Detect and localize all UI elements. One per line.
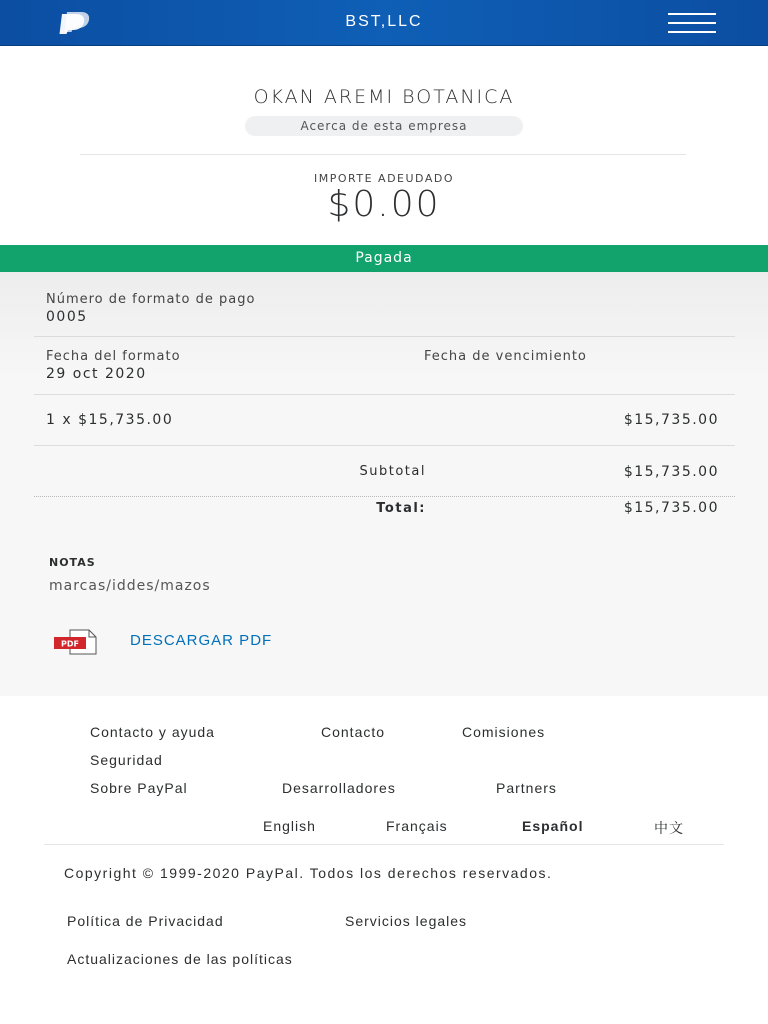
invoice-details <box>0 272 768 696</box>
subtotal-label: Subtotal <box>359 464 426 479</box>
line-item-amount: $15,735.00 <box>623 412 719 428</box>
footer-link-legal[interactable]: Servicios legales <box>345 913 468 929</box>
language-french[interactable]: Français <box>386 818 448 834</box>
footer-link-security[interactable]: Seguridad <box>90 752 163 768</box>
about-business-button[interactable]: Acerca de esta empresa <box>245 116 523 136</box>
page-title: BST,LLC <box>345 13 423 30</box>
download-pdf-link[interactable]: DESCARGAR PDF <box>130 632 273 649</box>
footer-link-privacy[interactable]: Política de Privacidad <box>67 913 224 929</box>
divider <box>44 844 724 845</box>
merchant-name: OKAN AREMI BOTANICA <box>253 86 515 108</box>
footer-link-contact[interactable]: Contacto <box>321 724 386 740</box>
notes-text: marcas/iddes/mazos <box>49 578 211 594</box>
invoice-number-value: 0005 <box>46 309 88 325</box>
invoice-date-label: Fecha del formato <box>46 349 181 364</box>
notes-title: NOTAS <box>49 556 96 569</box>
hamburger-menu-icon[interactable] <box>668 11 716 35</box>
subtotal-value: $15,735.00 <box>623 464 719 480</box>
pdf-icon-label: PDF <box>61 639 79 649</box>
total-value: $15,735.00 <box>623 500 719 516</box>
line-item-description: 1 x $15,735.00 <box>46 412 174 428</box>
invoice-date-value: 29 oct 2020 <box>46 366 147 382</box>
footer-link-developers[interactable]: Desarrolladores <box>282 780 396 796</box>
footer-link-policy-updates[interactable]: Actualizaciones de las políticas <box>67 951 293 967</box>
language-chinese[interactable]: 中文 <box>654 820 684 836</box>
divider <box>34 445 735 446</box>
divider <box>34 336 735 337</box>
footer-link-help[interactable]: Contacto y ayuda <box>90 724 215 740</box>
dotted-divider <box>34 496 735 497</box>
due-date-label: Fecha de vencimiento <box>424 349 587 364</box>
footer-link-partners[interactable]: Partners <box>496 780 557 796</box>
divider <box>34 394 735 395</box>
total-label: Total: <box>376 501 426 516</box>
language-spanish[interactable]: Español <box>522 818 584 834</box>
footer-link-fees[interactable]: Comisiones <box>462 724 546 740</box>
divider <box>80 154 686 155</box>
language-english[interactable]: English <box>263 818 316 834</box>
invoice-number-label: Número de formato de pago <box>46 292 256 307</box>
status-banner: Pagada <box>0 245 768 272</box>
amount-due-value: $0.00 <box>327 184 441 225</box>
copyright-text: Copyright © 1999-2020 PayPal. Todos los derechos reservados. <box>64 865 553 881</box>
pdf-file-icon[interactable] <box>54 629 104 655</box>
amount-due-label: IMPORTE ADEUDADO <box>314 172 454 185</box>
top-navigation-bar <box>0 0 768 46</box>
footer-link-about[interactable]: Sobre PayPal <box>90 780 188 796</box>
